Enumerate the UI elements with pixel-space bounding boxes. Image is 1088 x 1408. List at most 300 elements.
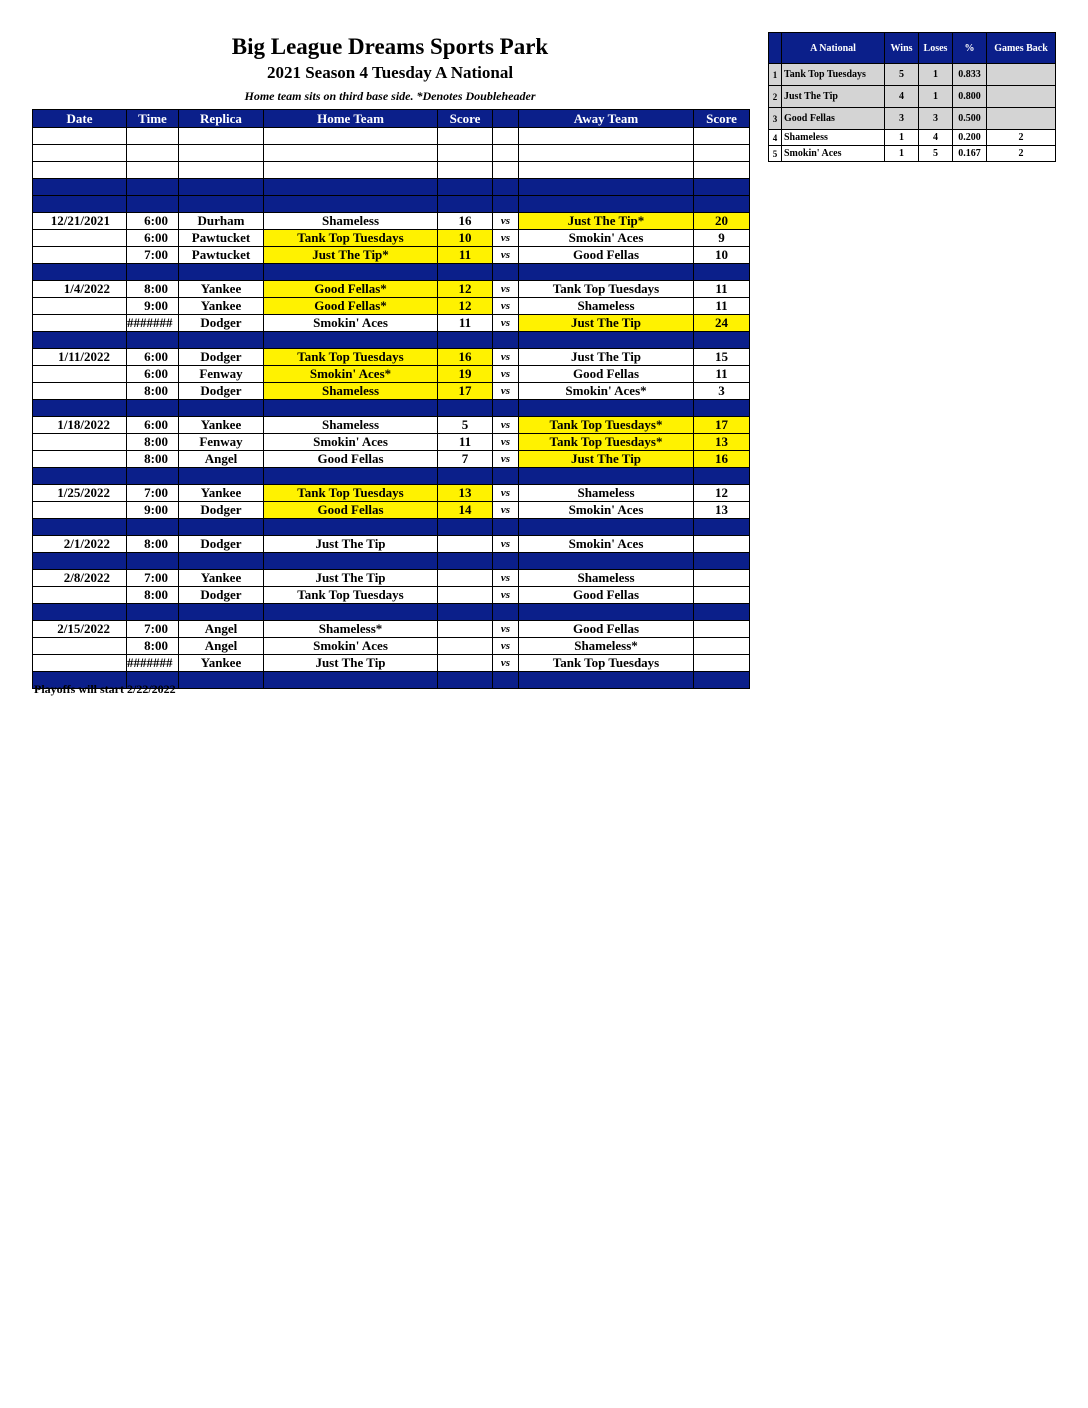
- blank-cell: [127, 604, 179, 621]
- column-header: Score: [438, 110, 493, 128]
- game-row: [33, 451, 750, 468]
- blank-cell: [493, 128, 519, 145]
- blank-cell: [179, 179, 264, 196]
- game-time: 9:00: [127, 298, 179, 315]
- standing-loses: 1: [919, 64, 953, 86]
- standing-games-back: 2: [987, 146, 1056, 162]
- game-field: Yankee: [179, 417, 264, 434]
- separator-row: [33, 468, 750, 485]
- game-time: 6:00: [127, 230, 179, 247]
- away-score: 9: [694, 230, 750, 247]
- game-date: [33, 451, 127, 468]
- away-score: 11: [694, 298, 750, 315]
- home-score: 19: [438, 366, 493, 383]
- game-date: 2/1/2022: [33, 536, 127, 553]
- game-row: [33, 247, 750, 264]
- game-date: [33, 298, 127, 315]
- game-time: 8:00: [127, 536, 179, 553]
- blank-cell: [179, 400, 264, 417]
- blank-cell: [264, 128, 438, 145]
- away-team: Shameless*: [519, 638, 694, 655]
- separator-row: [33, 332, 750, 349]
- away-score: 11: [694, 366, 750, 383]
- game-field: Dodger: [179, 349, 264, 366]
- column-header: Time: [127, 110, 179, 128]
- blank-cell: [179, 128, 264, 145]
- standings-body: [769, 33, 1056, 162]
- away-score: 13: [694, 502, 750, 519]
- vs-label: vs: [493, 434, 519, 451]
- blank-cell: [127, 400, 179, 417]
- blank-cell: [519, 128, 694, 145]
- home-team: Smokin' Aces: [264, 434, 438, 451]
- column-header: Date: [33, 110, 127, 128]
- blank-cell: [493, 162, 519, 179]
- blank-cell: [438, 519, 493, 536]
- standings-row: [769, 108, 1056, 130]
- blank-cell: [33, 162, 127, 179]
- blank-cell: [264, 672, 438, 689]
- blank-cell: [694, 264, 750, 281]
- game-field: Dodger: [179, 315, 264, 332]
- game-date: [33, 230, 127, 247]
- standings-table: [768, 32, 1056, 162]
- blank-cell: [127, 128, 179, 145]
- game-row: [33, 315, 750, 332]
- standing-pct: 0.500: [953, 108, 987, 130]
- blank-cell: [33, 145, 127, 162]
- blank-cell: [264, 604, 438, 621]
- game-row: [33, 366, 750, 383]
- blank-cell: [519, 400, 694, 417]
- separator-row: [33, 196, 750, 213]
- blank-cell: [127, 145, 179, 162]
- column-header: [493, 110, 519, 128]
- away-team: Smokin' Aces*: [519, 383, 694, 400]
- blank-cell: [694, 604, 750, 621]
- blank-cell: [493, 519, 519, 536]
- away-score: 11: [694, 281, 750, 298]
- away-score: 13: [694, 434, 750, 451]
- blank-cell: [33, 332, 127, 349]
- blank-cell: [264, 264, 438, 281]
- home-score: 16: [438, 213, 493, 230]
- blank-cell: [127, 519, 179, 536]
- game-field: Dodger: [179, 502, 264, 519]
- away-score: [694, 621, 750, 638]
- home-score: 11: [438, 247, 493, 264]
- vs-label: vs: [493, 621, 519, 638]
- vs-label: vs: [493, 638, 519, 655]
- game-time: 7:00: [127, 570, 179, 587]
- blank-cell: [493, 264, 519, 281]
- blank-cell: [438, 604, 493, 621]
- standing-wins: 3: [885, 108, 919, 130]
- home-team: Smokin' Aces*: [264, 366, 438, 383]
- game-time: 7:00: [127, 621, 179, 638]
- separator-row: [33, 179, 750, 196]
- away-score: 20: [694, 213, 750, 230]
- blank-cell: [264, 179, 438, 196]
- standing-team: Tank Top Tuesdays: [782, 64, 885, 86]
- blank-cell: [438, 332, 493, 349]
- away-team: Just The Tip: [519, 315, 694, 332]
- game-time: 8:00: [127, 383, 179, 400]
- blank-cell: [438, 179, 493, 196]
- game-field: Yankee: [179, 298, 264, 315]
- blank-cell: [179, 145, 264, 162]
- game-time: 8:00: [127, 451, 179, 468]
- blank-cell: [438, 553, 493, 570]
- blank-cell: [264, 196, 438, 213]
- home-score: 11: [438, 434, 493, 451]
- standing-games-back: [987, 64, 1056, 86]
- standing-team: Good Fellas: [782, 108, 885, 130]
- away-score: [694, 655, 750, 672]
- game-date: [33, 655, 127, 672]
- home-score: 12: [438, 281, 493, 298]
- blank-cell: [519, 196, 694, 213]
- standing-team: Shameless: [782, 130, 885, 146]
- blank-cell: [493, 604, 519, 621]
- blank-cell: [519, 672, 694, 689]
- blank-cell: [694, 468, 750, 485]
- separator-row: [33, 264, 750, 281]
- home-team: Shameless: [264, 383, 438, 400]
- standings-column-header: A National: [782, 33, 885, 64]
- game-date: [33, 638, 127, 655]
- blank-cell: [493, 672, 519, 689]
- away-team: Just The Tip: [519, 349, 694, 366]
- game-time: #######: [127, 655, 179, 672]
- standing-pct: 0.200: [953, 130, 987, 146]
- blank-cell: [33, 519, 127, 536]
- standing-rank: 1: [769, 64, 782, 86]
- blank-cell: [33, 179, 127, 196]
- home-score: [438, 570, 493, 587]
- blank-cell: [694, 672, 750, 689]
- vs-label: vs: [493, 230, 519, 247]
- away-team: Tank Top Tuesdays: [519, 281, 694, 298]
- schedule-body: [33, 110, 750, 689]
- blank-cell: [33, 400, 127, 417]
- away-score: [694, 536, 750, 553]
- separator-row: [33, 553, 750, 570]
- blank-cell: [127, 332, 179, 349]
- blank-cell: [264, 145, 438, 162]
- standing-games-back: [987, 108, 1056, 130]
- standings-row: [769, 64, 1056, 86]
- blank-cell: [127, 179, 179, 196]
- blank-cell: [493, 196, 519, 213]
- away-score: [694, 587, 750, 604]
- away-score: [694, 570, 750, 587]
- blank-cell: [694, 519, 750, 536]
- standing-wins: 4: [885, 86, 919, 108]
- game-field: Yankee: [179, 281, 264, 298]
- game-field: Yankee: [179, 655, 264, 672]
- blank-cell: [264, 468, 438, 485]
- home-team: Good Fellas*: [264, 281, 438, 298]
- away-team: Just The Tip: [519, 451, 694, 468]
- blank-cell: [179, 553, 264, 570]
- blank-cell: [694, 145, 750, 162]
- blank-cell: [694, 179, 750, 196]
- blank-cell: [694, 128, 750, 145]
- blank-cell: [33, 128, 127, 145]
- column-header: Away Team: [519, 110, 694, 128]
- empty-row: [33, 145, 750, 162]
- standing-loses: 3: [919, 108, 953, 130]
- game-row: [33, 570, 750, 587]
- home-team: Tank Top Tuesdays: [264, 587, 438, 604]
- blank-cell: [438, 468, 493, 485]
- blank-cell: [493, 179, 519, 196]
- game-time: 6:00: [127, 349, 179, 366]
- vs-label: vs: [493, 587, 519, 604]
- vs-label: vs: [493, 536, 519, 553]
- away-score: 17: [694, 417, 750, 434]
- blank-cell: [519, 553, 694, 570]
- game-field: Angel: [179, 638, 264, 655]
- game-field: Fenway: [179, 434, 264, 451]
- away-score: 12: [694, 485, 750, 502]
- home-score: 7: [438, 451, 493, 468]
- standing-team: Just The Tip: [782, 86, 885, 108]
- home-team: Good Fellas: [264, 451, 438, 468]
- standings-row: [769, 130, 1056, 146]
- game-date: 12/21/2021: [33, 213, 127, 230]
- blank-cell: [438, 128, 493, 145]
- home-team: Tank Top Tuesdays: [264, 349, 438, 366]
- blank-cell: [179, 519, 264, 536]
- blank-cell: [438, 162, 493, 179]
- game-field: Angel: [179, 451, 264, 468]
- blank-cell: [519, 179, 694, 196]
- home-score: [438, 587, 493, 604]
- vs-label: vs: [493, 213, 519, 230]
- blank-cell: [127, 162, 179, 179]
- blank-cell: [33, 604, 127, 621]
- game-time: 8:00: [127, 281, 179, 298]
- separator-row: [33, 400, 750, 417]
- away-team: Smokin' Aces: [519, 536, 694, 553]
- game-time: 8:00: [127, 638, 179, 655]
- blank-cell: [519, 332, 694, 349]
- blank-cell: [493, 332, 519, 349]
- standing-rank: 5: [769, 146, 782, 162]
- blank-cell: [179, 604, 264, 621]
- standings-column-header: [769, 33, 782, 64]
- away-team: Good Fellas: [519, 587, 694, 604]
- game-date: [33, 247, 127, 264]
- game-row: [33, 655, 750, 672]
- standing-rank: 4: [769, 130, 782, 146]
- standing-pct: 0.833: [953, 64, 987, 86]
- away-team: Shameless: [519, 485, 694, 502]
- away-team: Tank Top Tuesdays: [519, 655, 694, 672]
- away-score: 15: [694, 349, 750, 366]
- blank-cell: [264, 519, 438, 536]
- home-score: [438, 621, 493, 638]
- home-team: Shameless*: [264, 621, 438, 638]
- vs-label: vs: [493, 451, 519, 468]
- away-score: 3: [694, 383, 750, 400]
- blank-cell: [179, 162, 264, 179]
- away-team: Shameless: [519, 570, 694, 587]
- away-team: Smokin' Aces: [519, 502, 694, 519]
- away-team: Good Fellas: [519, 621, 694, 638]
- home-score: 14: [438, 502, 493, 519]
- blank-cell: [127, 468, 179, 485]
- blank-cell: [493, 468, 519, 485]
- page-subtitle: 2021 Season 4 Tuesday A National: [266, 63, 514, 82]
- standing-rank: 3: [769, 108, 782, 130]
- game-date: 2/8/2022: [33, 570, 127, 587]
- blank-cell: [694, 196, 750, 213]
- blank-cell: [127, 264, 179, 281]
- away-team: Smokin' Aces: [519, 230, 694, 247]
- game-date: 1/25/2022: [33, 485, 127, 502]
- blank-cell: [438, 264, 493, 281]
- playoffs-note: Playoffs will start 2/22/2022: [34, 682, 176, 696]
- standing-games-back: [987, 86, 1056, 108]
- standing-rank: 2: [769, 86, 782, 108]
- empty-row: [33, 162, 750, 179]
- game-time: 8:00: [127, 587, 179, 604]
- game-time: 8:00: [127, 434, 179, 451]
- home-score: 17: [438, 383, 493, 400]
- blank-cell: [519, 468, 694, 485]
- vs-label: vs: [493, 247, 519, 264]
- game-field: Dodger: [179, 536, 264, 553]
- home-team: Just The Tip: [264, 536, 438, 553]
- home-team: Just The Tip*: [264, 247, 438, 264]
- away-team: Tank Top Tuesdays*: [519, 434, 694, 451]
- game-time: 7:00: [127, 247, 179, 264]
- game-row: [33, 230, 750, 247]
- game-row: [33, 485, 750, 502]
- blank-cell: [438, 145, 493, 162]
- away-score: 16: [694, 451, 750, 468]
- game-date: 2/15/2022: [33, 621, 127, 638]
- blank-cell: [33, 553, 127, 570]
- home-score: [438, 638, 493, 655]
- game-date: [33, 587, 127, 604]
- home-team: Just The Tip: [264, 570, 438, 587]
- home-score: 13: [438, 485, 493, 502]
- standing-wins: 1: [885, 146, 919, 162]
- standings-column-header: Loses: [919, 33, 953, 64]
- game-row: [33, 349, 750, 366]
- vs-label: vs: [493, 485, 519, 502]
- standings-row: [769, 146, 1056, 162]
- game-time: #######: [127, 315, 179, 332]
- standing-pct: 0.800: [953, 86, 987, 108]
- vs-label: vs: [493, 570, 519, 587]
- standings-header-row: [769, 33, 1056, 64]
- standings-column-header: %: [953, 33, 987, 64]
- blank-cell: [519, 162, 694, 179]
- blank-cell: [127, 553, 179, 570]
- blank-cell: [33, 468, 127, 485]
- standings-column-header: Games Back: [987, 33, 1056, 64]
- vs-label: vs: [493, 502, 519, 519]
- game-field: Dodger: [179, 383, 264, 400]
- game-date: 1/4/2022: [33, 281, 127, 298]
- game-row: [33, 383, 750, 400]
- blank-cell: [493, 400, 519, 417]
- game-time: 6:00: [127, 366, 179, 383]
- schedule-header-row: [33, 110, 750, 128]
- standing-team: Smokin' Aces: [782, 146, 885, 162]
- home-score: 5: [438, 417, 493, 434]
- home-team: Smokin' Aces: [264, 315, 438, 332]
- separator-row: [33, 604, 750, 621]
- blank-cell: [179, 264, 264, 281]
- away-score: [694, 638, 750, 655]
- blank-cell: [694, 400, 750, 417]
- game-field: Yankee: [179, 570, 264, 587]
- vs-label: vs: [493, 655, 519, 672]
- game-row: [33, 434, 750, 451]
- game-time: 7:00: [127, 485, 179, 502]
- game-field: Yankee: [179, 485, 264, 502]
- blank-cell: [33, 196, 127, 213]
- blank-cell: [493, 553, 519, 570]
- vs-label: vs: [493, 298, 519, 315]
- home-team: Good Fellas: [264, 502, 438, 519]
- separator-row: [33, 519, 750, 536]
- game-time: 6:00: [127, 213, 179, 230]
- game-row: [33, 281, 750, 298]
- schedule-note: Home team sits on third base side. *Denotes Doubleheader: [244, 89, 536, 103]
- blank-cell: [519, 604, 694, 621]
- game-row: [33, 621, 750, 638]
- game-row: [33, 638, 750, 655]
- standing-games-back: 2: [987, 130, 1056, 146]
- away-team: Just The Tip*: [519, 213, 694, 230]
- game-date: [33, 366, 127, 383]
- away-team: Good Fellas: [519, 247, 694, 264]
- game-date: [33, 502, 127, 519]
- game-date: [33, 383, 127, 400]
- blank-cell: [438, 196, 493, 213]
- home-score: 10: [438, 230, 493, 247]
- page-title: Big League Dreams Sports Park: [231, 34, 549, 59]
- game-field: Pawtucket: [179, 230, 264, 247]
- blank-cell: [127, 196, 179, 213]
- home-score: 11: [438, 315, 493, 332]
- home-team: Shameless: [264, 417, 438, 434]
- away-score: 24: [694, 315, 750, 332]
- game-field: Durham: [179, 213, 264, 230]
- game-time: 6:00: [127, 417, 179, 434]
- blank-cell: [694, 553, 750, 570]
- standing-wins: 1: [885, 130, 919, 146]
- column-header: Score: [694, 110, 750, 128]
- column-header: Home Team: [264, 110, 438, 128]
- blank-cell: [438, 400, 493, 417]
- standing-wins: 5: [885, 64, 919, 86]
- standing-loses: 1: [919, 86, 953, 108]
- game-date: 1/11/2022: [33, 349, 127, 366]
- game-row: [33, 536, 750, 553]
- blank-cell: [179, 332, 264, 349]
- blank-cell: [264, 332, 438, 349]
- vs-label: vs: [493, 417, 519, 434]
- standings-column-header: Wins: [885, 33, 919, 64]
